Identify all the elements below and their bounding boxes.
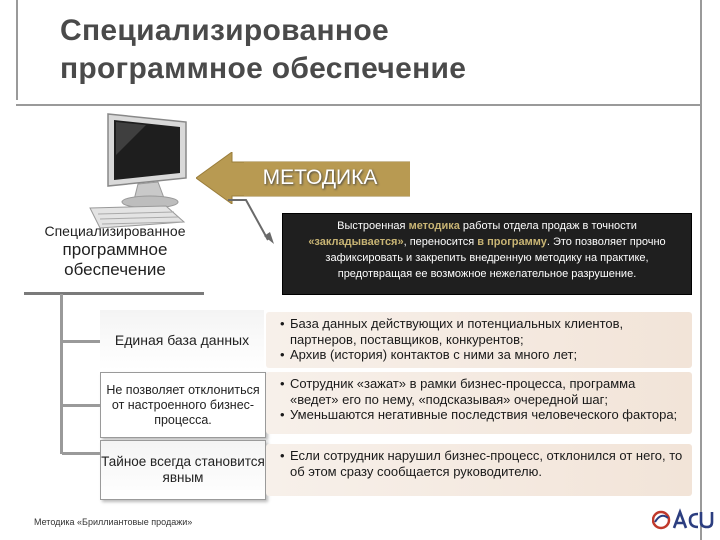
left-label-line-3: обеспечение [64,260,166,279]
page-title [60,12,680,88]
title-line-2: программное обеспечение [60,52,467,85]
row-label-database: Единая база данных [100,310,264,370]
left-label-line-2: программное [62,240,168,259]
tree-horizontal-line [24,292,204,295]
desc-text-2: работы отдела продаж в точности [459,220,637,232]
frame-right-line [700,0,702,540]
left-section-label [20,222,210,280]
tree-branch-2 [62,404,100,407]
title-line-1: Специализированное [60,14,389,47]
frame-divider-line [16,104,702,106]
row-detail-transparency [266,444,692,496]
bullet-item: • Архив (история) контактов с ними за много лет; [280,347,684,363]
desc-text-3: , переносится [403,236,478,248]
frame-left-line [16,0,18,100]
desc-highlight-2: «закладывается» [308,236,404,248]
tree-branch-3 [62,452,100,455]
row-label-transparency: Тайное всегда становится явным [100,440,266,500]
source-caption: Методика «Бриллиантовые продажи» [34,517,193,527]
row-detail-database [266,312,692,368]
left-label-line-1: Специализированное [44,223,186,239]
computer-icon [86,110,206,230]
row-label-process: Не позволяет отклониться от настроенного бизнес-процесса. [100,372,266,438]
bullet-item: • База данных действующих и потенциальных клиентов, партнеров, поставщиков, конкурентов; [280,316,684,347]
tree-branch-1 [62,340,100,343]
bullet-item: • Сотрудник «зажат» в рамки бизнес-процесса, программа «ведет» его по нему, «подсказывая» очередной шаг; [280,376,684,407]
desc-highlight-1: методика [408,220,460,232]
bullet-item: • Если сотрудник нарушил бизнес-процесс, отклонился от него, то об этом сразу сообщается руководителю. [280,448,684,479]
tree-vertical-line [60,294,63,454]
row-detail-process [266,372,692,434]
methodology-description [282,213,692,295]
desc-text-4: . Это позволяет прочно зафиксировать и закрепить внедренную методику на практике, предотвращая ее возможное нежелательное разрушение. [325,236,666,280]
bullet-item: • Уменьшаются негативные последствия человеческого фактора; [280,407,684,423]
desc-text-1: Выстроенная [337,220,409,232]
desc-highlight-3: в программу [477,236,547,248]
connector-arrow [224,196,284,246]
company-logo [652,508,714,534]
metodika-label: МЕТОДИКА [262,166,378,189]
